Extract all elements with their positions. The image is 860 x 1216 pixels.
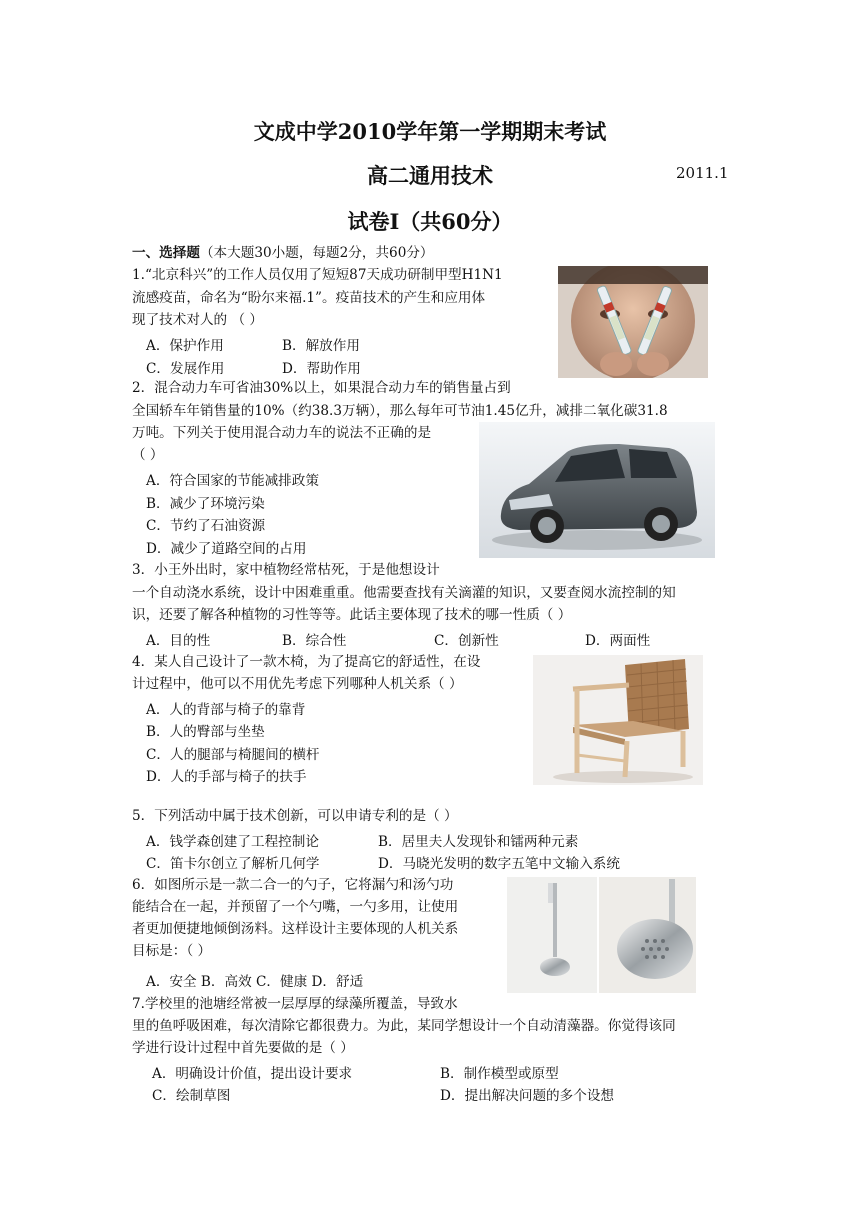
q6-options: A．安全 B．高效 C．健康 D．舒适	[146, 974, 364, 990]
q2-option-d: D．减少了道路空间的占用	[146, 541, 307, 557]
q5-option-d: D．马晓光发明的数字五笔中文输入系统	[378, 856, 620, 872]
q3-option-c: C．创新性	[434, 633, 499, 649]
hybrid-car-photo	[479, 422, 715, 558]
q1-option-a: A．保护作用	[146, 338, 224, 354]
q2-option-a: A．符合国家的节能减排政策	[146, 473, 319, 489]
subject-title: 高二通用技术	[367, 163, 493, 188]
q4-option-a: A．人的背部与椅子的靠背	[146, 702, 306, 718]
ladle-photos	[507, 877, 696, 993]
q7-line-2: 里的鱼呼吸困难，每次清除它都很费力。为此，某同学想设计一个自动清藻器。你觉得该同	[132, 1018, 676, 1034]
q6-line-2: 能结合在一起，并预留了一个勺嘴，一勺多用，让使用	[132, 899, 459, 915]
vaccine-photo	[558, 266, 708, 378]
q6-line-1: 6．如图所示是一款二合一的勺子，它将漏勺和汤勺功	[132, 877, 454, 893]
q3-line-3: 识，还要了解各种植物的习性等等。此话主要体现了技术的哪一性质（ ）	[132, 607, 572, 623]
q4-option-c: C．人的腿部与椅腿间的横杆	[146, 747, 320, 763]
q2-line-4: （ ）	[132, 447, 164, 463]
q3-option-d: D．两面性	[585, 633, 651, 649]
q6-line-4: 目标是：（ ）	[132, 943, 212, 959]
q7-line-3: 学进行设计过程中首先要做的是（ ）	[132, 1040, 354, 1056]
q5-option-b: B．居里夫人发现钋和镭两种元素	[378, 834, 579, 850]
q7-option-c: C．绘制草图	[152, 1088, 231, 1104]
wooden-chair-photo	[533, 655, 703, 785]
q7-line-1: 7.学校里的池塘经常被一层厚厚的绿藻所覆盖，导致水	[132, 996, 458, 1012]
q1-option-d: D．帮助作用	[282, 361, 361, 377]
q2-line-3: 万吨。下列关于使用混合动力车的说法不正确的是	[132, 425, 432, 441]
q5-option-a: A．钱学森创建了工程控制论	[146, 834, 319, 850]
q4-option-b: B．人的臀部与坐垫	[146, 724, 265, 740]
q4-line-1: 4．某人自己设计了一款木椅，为了提高它的舒适性，在设	[132, 654, 481, 670]
q1-option-c: C．发展作用	[146, 361, 225, 377]
q1-line-1: 1.“北京科兴”的工作人员仅用了短短87天成功研制甲型H1N1	[132, 267, 503, 283]
q3-option-b: B．综合性	[282, 633, 347, 649]
q7-option-d: D．提出解决问题的多个设想	[440, 1088, 615, 1104]
q2-line-1: 2．混合动力车可省油30%以上，如果混合动力车的销售量占到	[132, 380, 511, 396]
q3-line-1: 3．小王外出时，家中植物经常枯死，于是他想设计	[132, 562, 440, 578]
section-label: 一、选择题	[132, 245, 200, 261]
q6-line-3: 者更加便捷地倾倒汤料。这样设计主要体现的人机关系	[132, 921, 459, 937]
q5-line-1: 5．下列活动中属于技术创新，可以申请专利的是（ ）	[132, 808, 458, 824]
q4-option-d: D．人的手部与椅子的扶手	[146, 769, 307, 785]
exam-date: 2011.1	[676, 164, 729, 182]
q7-option-b: B．制作模型或原型	[440, 1066, 559, 1082]
q1-option-b: B．解放作用	[282, 338, 360, 354]
q5-option-c: C．笛卡尔创立了解析几何学	[146, 856, 320, 872]
q2-line-2: 全国轿车年销售量的10%（约38.3万辆），那么每年可节油1.45亿升，减排二氧化碳31.8	[132, 403, 668, 419]
q4-line-2: 计过程中，他可以不用优先考虑下列哪种人机关系（ ）	[132, 676, 463, 692]
exam-title: 文成中学2010学年第一学期期末考试	[253, 119, 607, 144]
q3-option-a: A．目的性	[146, 633, 211, 649]
section-note: （本大题30小题，每题2分，共60分）	[199, 245, 434, 261]
q2-option-b: B．减少了环境污染	[146, 496, 265, 512]
paper-title: 试卷Ⅰ（共60分）	[347, 209, 513, 234]
section-heading	[132, 242, 434, 264]
q3-line-2: 一个自动浇水系统，设计中困难重重。他需要查找有关滴灌的知识，又要查阅水流控制的知	[132, 585, 676, 601]
q1-line-3: 现了技术对人的 （ ）	[132, 312, 263, 328]
q1-line-2: 流感疫苗，命名为“盼尔来福.1”。疫苗技术的产生和应用体	[132, 290, 486, 306]
q7-option-a: A．明确设计价值，提出设计要求	[152, 1066, 353, 1082]
q2-option-c: C．节约了石油资源	[146, 518, 266, 534]
